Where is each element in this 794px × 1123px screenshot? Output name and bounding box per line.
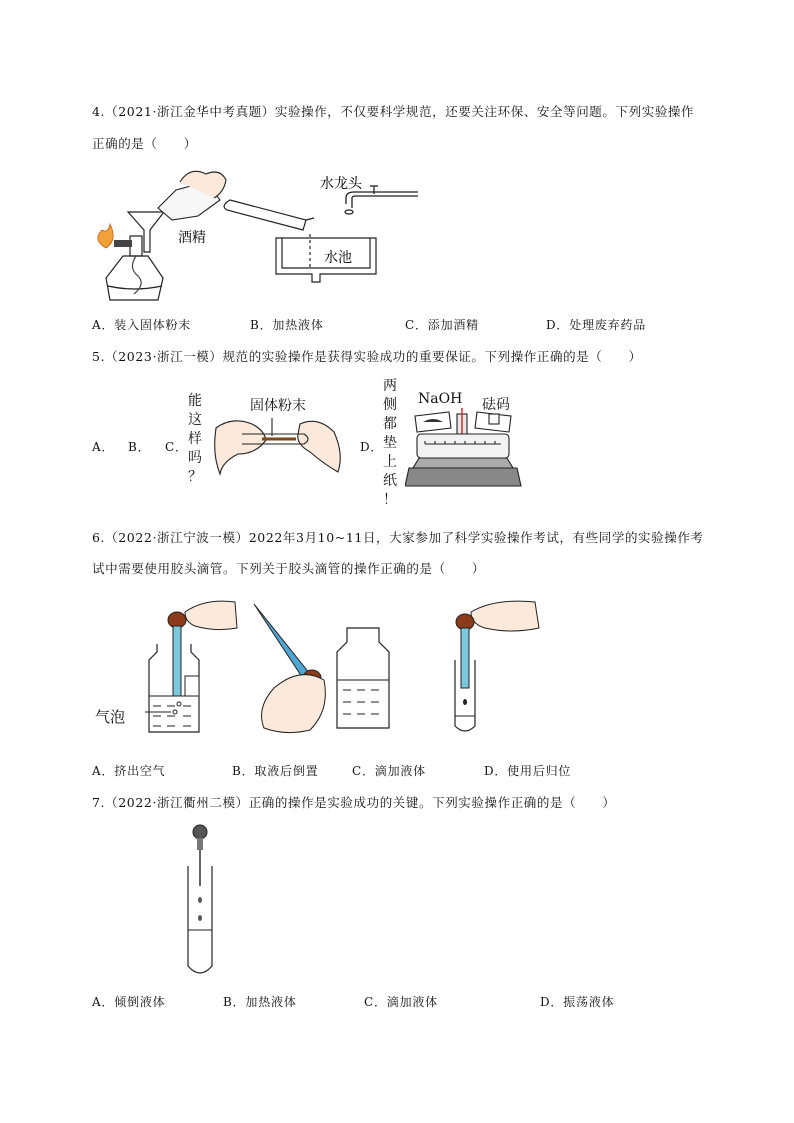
q6-option-c[interactable]: C．滴加液体 bbox=[352, 764, 426, 778]
q4-option-c[interactable]: C．添加酒精 bbox=[405, 318, 479, 332]
q5-d-char: 都 bbox=[383, 416, 397, 432]
q5-c-char: 吗 bbox=[188, 450, 202, 466]
q7-stem-line1: 7.（2022·浙江衢州二模）正确的操作是实验成功的关键。下列实验操作正确的是（ ） bbox=[92, 795, 616, 810]
left-hand bbox=[215, 421, 266, 474]
q5-d-label-weights: 砝码 bbox=[482, 397, 510, 413]
test-tube bbox=[224, 200, 314, 230]
q5-d-char: 纸 bbox=[383, 473, 397, 489]
q5-d-char: 侧 bbox=[383, 397, 397, 413]
dropper-bulb-icon bbox=[193, 825, 207, 839]
q4-option-d[interactable]: D．处理废弃药品 bbox=[546, 318, 647, 332]
q4-stem-line1: 4.（2021·浙江金华中考真题）实验操作，不仅要科学规范，还要关注环保、安全等问题。下列实验操作 bbox=[92, 104, 695, 119]
q4-stem-line2: 正确的是（ ） bbox=[92, 136, 197, 151]
dropper-tube bbox=[254, 604, 310, 680]
q7-figure bbox=[178, 820, 222, 980]
q7-option-d[interactable]: D．振荡液体 bbox=[540, 995, 615, 1009]
q7-option-b[interactable]: B．加热液体 bbox=[223, 995, 297, 1009]
q5-d-caption bbox=[382, 377, 398, 510]
lamp-wick-holder bbox=[114, 240, 132, 247]
q6-figure-b bbox=[250, 600, 330, 740]
label-alcohol: 酒精 bbox=[178, 230, 206, 246]
flame-icon bbox=[98, 224, 113, 248]
hand bbox=[262, 675, 326, 733]
q5-figure-c bbox=[212, 414, 352, 484]
q5-d-label-naoh: NaOH bbox=[418, 391, 463, 407]
q5-figure-d-balance bbox=[405, 408, 525, 492]
q7-option-c[interactable]: C．滴加液体 bbox=[364, 995, 438, 1009]
q5-stem-line1: 5.（2023·浙江一模）规范的实验操作是获得实验成功的重要保证。下列操作正确的是（ ） bbox=[92, 349, 642, 364]
q6-figure-a bbox=[145, 598, 245, 738]
q5-d-char: ！ bbox=[383, 492, 397, 508]
bottle-hand bbox=[158, 171, 226, 220]
balance-base bbox=[405, 468, 521, 486]
q4-figure bbox=[88, 168, 428, 308]
label-bubbles: 气泡 bbox=[95, 708, 126, 726]
reagent-bottle bbox=[337, 628, 389, 728]
q5-c-char: 样 bbox=[188, 431, 202, 447]
funnel bbox=[128, 212, 164, 252]
q5-option-d[interactable]: D． bbox=[360, 440, 384, 454]
q5-option-b[interactable]: B． bbox=[128, 440, 151, 454]
q5-option-a[interactable]: A． bbox=[92, 440, 115, 454]
q5-c-char: 能 bbox=[188, 393, 202, 409]
balance-body bbox=[417, 434, 509, 458]
dropper-tube bbox=[173, 626, 181, 696]
q5-d-char: 两 bbox=[383, 378, 397, 394]
q6-option-a[interactable]: A．挤出空气 bbox=[92, 764, 166, 778]
q7-option-a[interactable]: A．倾倒液体 bbox=[92, 995, 166, 1009]
q6-option-d[interactable]: D．使用后归位 bbox=[484, 764, 572, 778]
q4-option-a[interactable]: A．装入固体粉末 bbox=[92, 318, 192, 332]
q5-d-char: 垫 bbox=[383, 435, 397, 451]
dropper-tube bbox=[461, 628, 469, 688]
q4-option-b[interactable]: B．加热液体 bbox=[250, 318, 324, 332]
q5-c-char: 这 bbox=[188, 412, 202, 428]
weight-icon bbox=[489, 414, 499, 424]
q5-c-caption bbox=[187, 392, 203, 487]
q6-figure-c bbox=[333, 624, 393, 734]
q5-d-char: 上 bbox=[383, 454, 397, 470]
label-faucet: 水龙头 bbox=[320, 176, 362, 192]
q6-figure-d bbox=[445, 598, 545, 738]
right-hand bbox=[298, 421, 341, 472]
q6-option-b[interactable]: B．取液后倒置 bbox=[232, 764, 319, 778]
q6-stem-line1: 6.（2022·浙江宁波一模）2022年3月10~11日，大家参加了科学实验操作考试，有些同学的实验操作考 bbox=[92, 530, 704, 545]
q5-c-label-powder: 固体粉末 bbox=[250, 398, 306, 414]
label-sink: 水池 bbox=[324, 250, 352, 266]
q6-stem-line2: 试中需要使用胶头滴管。下列关于胶头滴管的操作正确的是（ ） bbox=[92, 561, 486, 576]
q5-c-char: ？ bbox=[188, 469, 202, 485]
q5-option-c[interactable]: C． bbox=[165, 440, 188, 454]
